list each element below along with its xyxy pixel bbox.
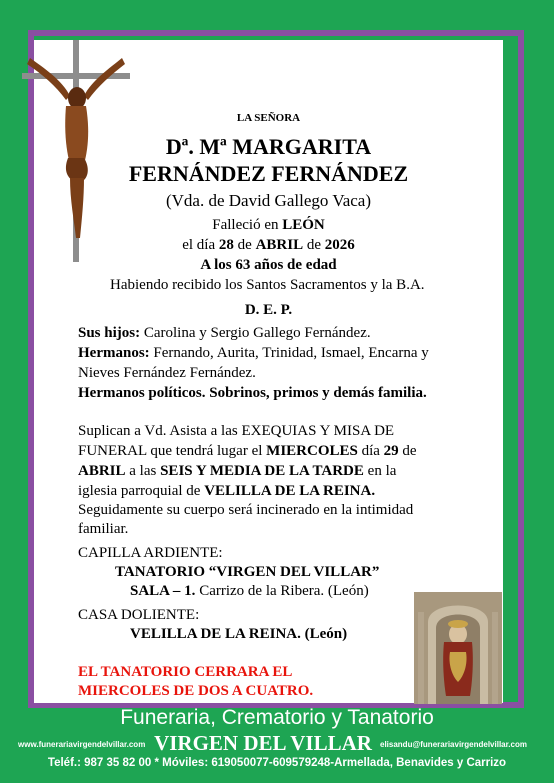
- home-place: VELILLA DE LA REINA. (León): [130, 626, 348, 642]
- chapel-room-place: Carrizo de la Ribera. (León): [195, 583, 369, 599]
- date-day: 28: [218, 237, 234, 253]
- rip: D. E. P.: [244, 302, 293, 318]
- siblings-label: Hermanos:: [78, 345, 150, 361]
- sacraments: Habiendo recibido los Santos Sacramentos y la B.A.: [110, 277, 425, 293]
- virgin-image: [414, 592, 502, 704]
- death-place-prefix: Falleció en: [212, 217, 283, 233]
- other-family: Hermanos políticos. Sobrinos, primos y demás familia.: [78, 385, 427, 401]
- date-month: ABRIL: [255, 237, 304, 253]
- children: [78, 325, 371, 342]
- service-line1: Suplican a Vd. Asista a las EXEQUIAS Y MISA DE: [78, 423, 395, 439]
- footer-email[interactable]: elisandu@funerariavirgendelvillar.com: [380, 740, 527, 749]
- service-month: ABRIL: [78, 463, 126, 479]
- service-church: VELILLA DE LA REINA.: [204, 483, 376, 499]
- date-mid2: de: [303, 237, 325, 253]
- deceased-name-line2: FERNÁNDEZ FERNÁNDEZ: [128, 161, 409, 186]
- footer-row: [0, 731, 554, 755]
- date-year: 2026: [324, 237, 355, 253]
- service-line2: [78, 443, 417, 460]
- footer-phones: Teléf.: 987 35 82 00 * Móviles: 619050077-609579248-Armellada, Benavides y Carrizo: [47, 757, 507, 769]
- home-label: CASA DOLIENTE:: [78, 607, 200, 623]
- service-line4-a: iglesia parroquial de: [78, 483, 205, 499]
- closing-notice-line1: EL TANATORIO CERRARA EL: [78, 664, 293, 680]
- siblings-names: Fernando, Aurita, Trinidad, Ismael, Encarna y: [149, 345, 429, 361]
- children-label: Sus hijos:: [78, 325, 141, 341]
- footer-website[interactable]: www.funerariavirgendelvillar.com: [18, 740, 146, 749]
- service-day: 29: [383, 443, 399, 459]
- death-place: [34, 217, 503, 234]
- siblings-line1: [78, 345, 429, 362]
- age: A los 63 años de edad: [200, 257, 337, 273]
- children-names: Carolina y Sergio Gallego Fernández.: [140, 325, 371, 341]
- chapel-name: TANATORIO “VIRGEN DEL VILLAR”: [115, 564, 380, 580]
- chapel-room-number: SALA – 1.: [130, 583, 196, 599]
- service-weekday: MIERCOLES: [266, 443, 358, 459]
- siblings-line2: Nieves Fernández Fernández.: [78, 365, 256, 381]
- footer-title: Funeraria, Crematorio y Tanatorio: [120, 706, 434, 729]
- service-line3: [78, 463, 396, 480]
- heading: LA SEÑORA: [236, 112, 301, 124]
- closing-notice-line2: MIERCOLES DE DOS A CUATRO.: [78, 683, 314, 699]
- widow-of: (Vda. de David Gallego Vaca): [165, 191, 372, 210]
- service-line3-b: a las: [125, 463, 161, 479]
- service-line4: [78, 483, 375, 500]
- service-line2-c: día: [357, 443, 384, 459]
- chapel-label: CAPILLA ARDIENTE:: [78, 545, 223, 561]
- service-line2-e: de: [398, 443, 417, 459]
- service-line5: Seguidamente su cuerpo será incinerado en la intimidad: [78, 502, 414, 518]
- deceased-name-line1: Dª. Mª MARGARITA: [165, 134, 372, 159]
- date-mid: de: [233, 237, 256, 253]
- death-date: [34, 237, 503, 254]
- date-prefix: el día: [182, 237, 219, 253]
- service-line2-a: FUNERAL que tendrá lugar el: [78, 443, 267, 459]
- chapel-room: [130, 583, 369, 600]
- death-place-value: LEÓN: [282, 217, 325, 233]
- service-time: SEIS Y MEDIA DE LA TARDE: [160, 463, 364, 479]
- footer-brand: VIRGEN DEL VILLAR: [154, 731, 372, 755]
- service-line6: familiar.: [78, 521, 129, 537]
- service-line3-d: en la: [363, 463, 397, 479]
